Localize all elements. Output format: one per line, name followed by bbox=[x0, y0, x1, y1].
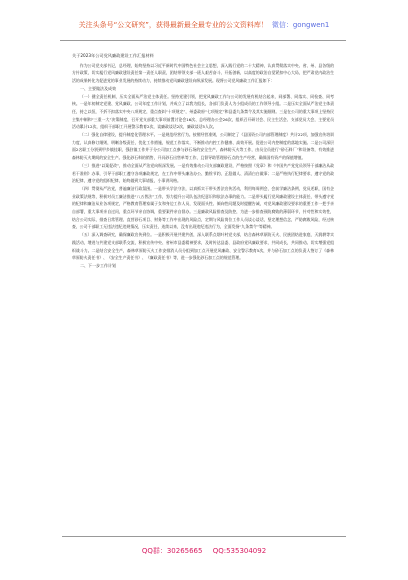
paragraph-4: （四）贯彻从严治党，普遍廉洁行政氛围。一是带头学法守法，以真抓实干带头普法宣传活动，利用每周例会，会前学廉洁条例，党员述职，国有企业政策法规等，积极对员工廉洁推进“八五普法”工作，努力提升公司队伍法纪意识和依法办事的能力。二是带头履行党风廉政建设主体责任，带头遵守党的纪律和廉洁从业各项规定，严格教育管理家属子女和身边工作人员，发现面头性、倾向性问题及时提醒告诫，对党风廉政建设要求的重要工作一把手亲自部署，重大事项亲自过问，重点环节亲自协调，重要案件亲自督办。三是廉政风险排查及防控，为进一步排查预防腐败的薄弱环节，针对性和实效性，结合公司实际，排查日常管理、直营砂石项目、财务等工作中出现的风险点，定期与风险岗位工作人员谈心谈话，坚定理想信念，严防腐败风险，经过核查，公司干部职工无违法违纪违规情况，压实责任，连续以来，没有出现违纪违法行为，全面发扬“九条禁令”等精神。 bbox=[72, 185, 334, 230]
footer-qq-group: QQ群：30265665 bbox=[141, 547, 203, 555]
section-heading-2: 二、下一步工作计划 bbox=[80, 262, 116, 268]
paragraph-2: （二）强化自律建设，提升制度化管理水平。一是规范经营行为。按照经营准则，公司制定了《县国资公司内部管理制度》共计22项，加强宣传培训力度，认真修订细则，明晰各级责任，优化工作措施，规范工作落实，不断推动内控工作健康、高效开展。促进公司内控制度的落地实施。二是公司深层面2名职工分别到甲乡镇挂职，强驻镇工作并于分公司加工点参与砂石场的安全生产，森林防灭火等工作，由员全员进行“砂石料厂”和设备等，有效推进森林防灭火期间的安全生产。强化砂石料的销售，开具砂石出售单等工作，且督导助管理砂石点的生产经营，确保国有资产的保值增值。 bbox=[72, 132, 334, 161]
paragraph-1: （一）健全责任机制，压实全面从严治党主体责任。坚持党建引领，把党风廉政工作与公司的发展有机结合起来，同部署、同落实、同检查、同考核。一是年初制定党建、党风廉政、公司年度工作计划，并成立了以我为组长，各部门负责人为小组成员的工作领导小组。二是压实全面从严治党主体责任，持之以恒，不折不扣落实中央八项规定，重点查纠“十项规定”，州委政府“七项规定”和县委九条禁令及其实施细则。三是在公司的重大事项上坚持民主集中制和“三重一大”决策制度，召开党支部重大事项前置讨论会16次、总经理办公会26次，组织召开研讨会、民主生活会、支部党员大会，主要党员活动累计12次，组织干部职工开展警示教育2次，谈廉政谈话2次，廉政谈话5人次。 bbox=[72, 93, 334, 130]
paragraph-intro: 作为公司党支部书记，总经理，始终坚持以习近平新时代中国特色社会主义思想，深入践行党的二十大精神，认真贯彻落实中央、省、州、县各级的方针政策，切实履行党风廉政建设责任第一责任人职责，团结带领支部一班人艰苦奋斗、开拓创新，以高度的政治自觉紧扣中心大局，把严肃党内政治生活的成果转化为促进党的事业发展的持续动力，持续推动党风廉政建设向纵深发展。现将公司党风廉政工作汇报如下： bbox=[72, 62, 334, 84]
banner-wechat-text: 微信：gongwen1 bbox=[271, 21, 330, 29]
paragraph-5: （五）深入调查研究，确保廉政宣传到位。一是积极开展共建共创，深入联系点烟叶村党支部，结合森林草原防灭火、民族团结进家庭，天润耕等实践活动，增进与共建党支部联系交流，积极宣传中央、省州市县委精神要求，及时传达县委、县政府党风廉政要求，共同成长，共同推动。切实增强党组织战斗力。二是结合安全生产，森林草原防灭火工作安排消人员分组到加工点开展党风廉政、安全警示教育5次，并与砂石加工点的负责人签订了《森林草原防火责任书》、《安全生产责任书》、《廉政责任书》等，进一步强化砂石加工点的规范管理。 bbox=[72, 232, 334, 261]
banner-promo-text: 关注头条号“公文研究”，获得最新最全最专业的公文资料库！ bbox=[78, 21, 268, 29]
paragraph-3: （三）推进“以案促改”，推动全面从严治党向纵深发展。一是有效推动公司支部廉政建设，严格按照《党章》和《中国共产党党员领导干部廉洁从政若干准则》办事，引导干部职工遵守各项廉政规定，在工作中带头廉洁办公、勤俭节约、正派做人、清清白白做事；二是严格执行纪律要求，遵守党的政治纪律，遵守党的组织纪律，始终做到大事请报，小事讲风格。 bbox=[72, 162, 334, 184]
promo-banner bbox=[0, 12, 408, 38]
header-divider bbox=[60, 40, 346, 41]
section-heading-1: 一、主要做法及成效 bbox=[80, 85, 116, 91]
document-body bbox=[72, 52, 334, 270]
footer-qq: QQ:535304092 bbox=[212, 547, 267, 555]
footer-contact bbox=[0, 540, 408, 562]
footer-divider bbox=[62, 536, 346, 537]
document-title: 关于2023年公司党风廉政建设工作汇报材料 bbox=[72, 53, 154, 58]
